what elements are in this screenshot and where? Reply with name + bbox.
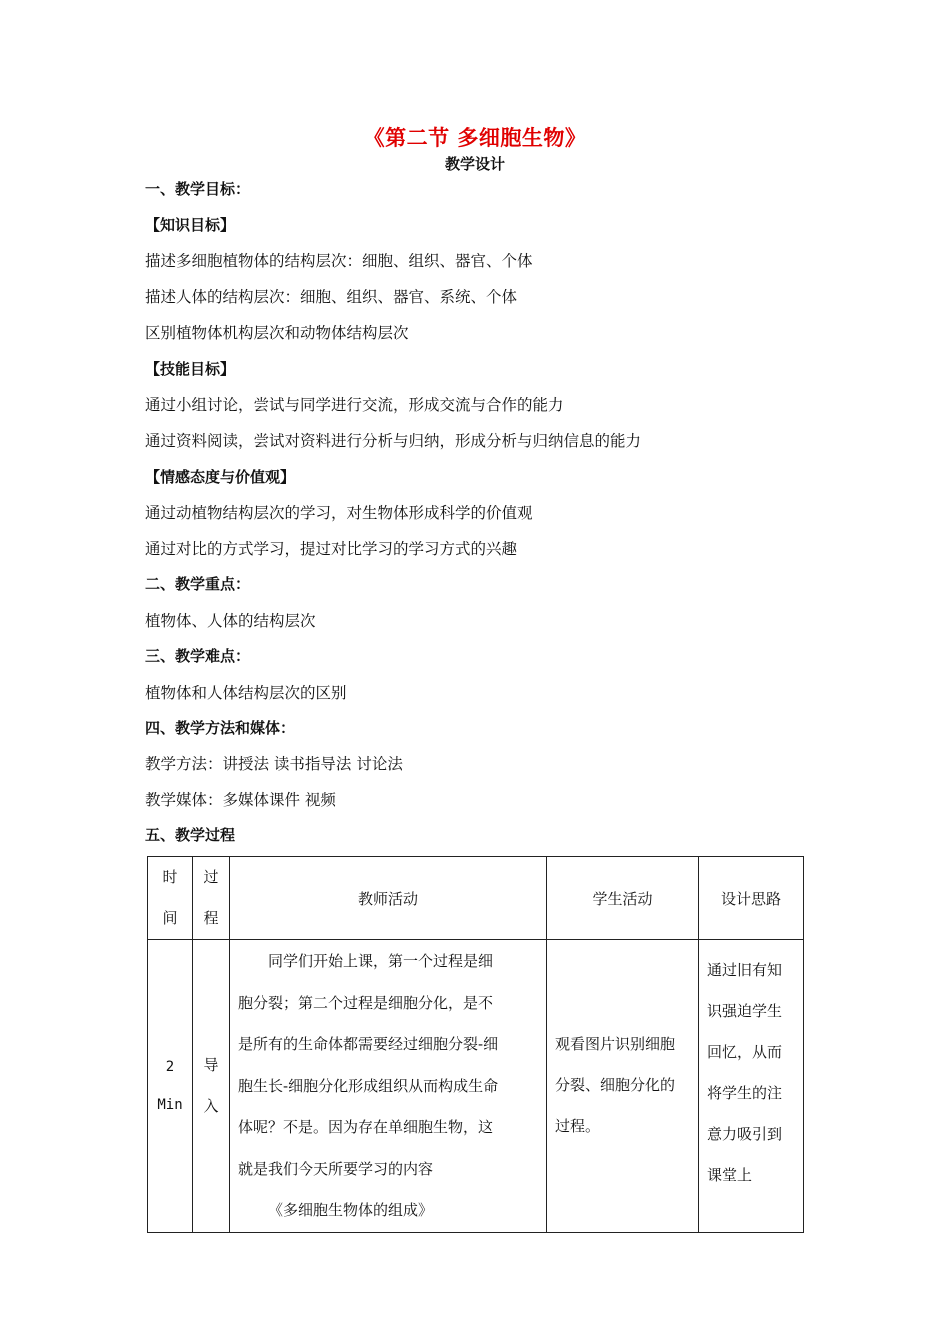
knowledge-item: 描述人体的结构层次：细胞、组织、器官、系统、个体 [145, 288, 518, 306]
teacher-line: 是所有的生命体都需要经过细胞分裂-细 [238, 1035, 499, 1053]
knowledge-item: 区别植物体机构层次和动物体结构层次 [145, 324, 409, 342]
header-time-char: 间 [162, 909, 178, 927]
row-process-char: 导 [203, 1055, 219, 1074]
key-heading: 二、教学重点： [145, 575, 251, 593]
key-text: 植物体、人体的结构层次 [145, 612, 316, 630]
knowledge-heading: 【知识目标】 [145, 216, 236, 234]
header-teacher: 教师活动 [230, 857, 547, 940]
row-process-char: 入 [203, 1096, 219, 1115]
teacher-line: 《多细胞生物体的组成》 [268, 1201, 434, 1219]
row-time-unit: Min [157, 1096, 183, 1113]
method-heading: 四、教学方法和媒体： [145, 719, 296, 737]
difficulty-text: 植物体和人体结构层次的区别 [145, 684, 347, 702]
skill-heading: 【技能目标】 [145, 360, 236, 378]
row-time-value: 2 [165, 1058, 175, 1075]
knowledge-item: 描述多细胞植物体的结构层次：细胞、组织、器官、个体 [145, 252, 533, 270]
header-process-char: 过 [203, 868, 219, 886]
document-subtitle: 教学设计 [444, 155, 505, 173]
header-process [193, 857, 230, 940]
process-table [147, 856, 804, 1233]
header-student: 学生活动 [547, 857, 699, 940]
skill-item: 通过小组讨论，尝试与同学进行交流，形成交流与合作的能力 [145, 396, 564, 414]
document-title: 《第二节 多细胞生物》 [363, 126, 587, 150]
header-process-char: 程 [203, 909, 219, 927]
teacher-line: 同学们开始上课，第一个过程是细 [268, 952, 494, 970]
method-text: 教学方法：讲授法 读书指导法 讨论法 [145, 755, 403, 773]
design-line: 课堂上 [707, 1166, 753, 1184]
skill-item: 通过资料阅读，尝试对资料进行分析与归纳，形成分析与归纳信息的能力 [145, 432, 642, 450]
header-time [148, 857, 193, 940]
teacher-line: 胞生长-细胞分化形成组织从而构成生命 [238, 1076, 499, 1095]
process-heading: 五、教学过程 [145, 826, 236, 844]
row-time [148, 940, 193, 1233]
media-text: 教学媒体：多媒体课件 视频 [145, 791, 336, 809]
student-line: 过程。 [555, 1117, 601, 1136]
student-line: 分裂、细胞分化的 [555, 1076, 676, 1095]
difficulty-heading: 三、教学难点： [145, 647, 251, 665]
student-line: 观看图片识别细胞 [555, 1035, 676, 1054]
design-line: 通过旧有知 [707, 961, 783, 979]
emotion-item: 通过动植物结构层次的学习，对生物体形成科学的价值观 [145, 504, 533, 522]
header-time-char: 时 [162, 868, 178, 886]
design-line: 意力吸引到 [707, 1125, 783, 1143]
row-process [193, 940, 230, 1233]
emotion-item: 通过对比的方式学习，提过对比学习的学习方式的兴趣 [145, 540, 518, 558]
design-line: 回忆，从而 [707, 1043, 783, 1061]
design-line: 将学生的注 [707, 1084, 783, 1102]
emotion-heading: 【情感态度与价值观】 [145, 468, 296, 486]
teacher-line: 胞分裂；第二个过程是细胞分化，是不 [238, 993, 494, 1012]
table-row [148, 940, 804, 1233]
row-student-activity [547, 940, 699, 1233]
header-design: 设计思路 [699, 857, 804, 940]
row-design-idea [699, 940, 804, 1233]
teacher-line: 就是我们今天所要学习的内容 [238, 1159, 434, 1178]
design-line: 识强迫学生 [707, 1002, 783, 1020]
goals-heading: 一、教学目标： [145, 180, 251, 198]
table-header-row [148, 857, 804, 940]
teacher-line: 体呢？不是。因为存在单细胞生物，这 [238, 1118, 494, 1136]
row-teacher-activity [230, 940, 547, 1233]
